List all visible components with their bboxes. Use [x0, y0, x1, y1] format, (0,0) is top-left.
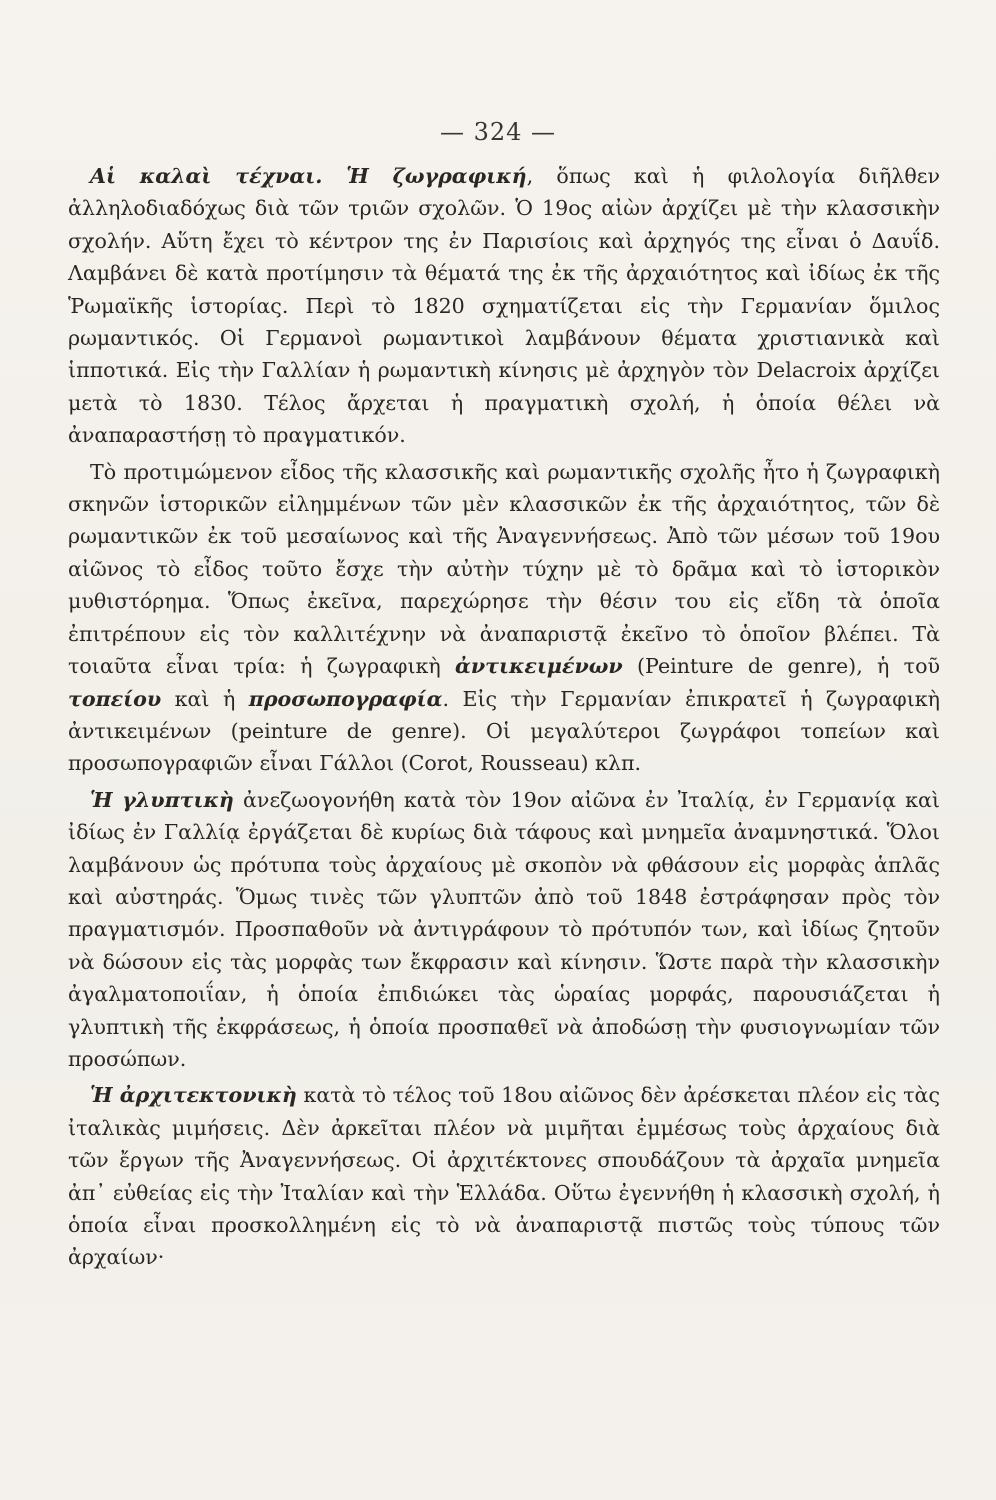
term-sculpture: Ἡ γλυπτικὴ	[90, 787, 234, 812]
paragraph-painting	[68, 160, 940, 452]
text-run: Τὸ προτιμώμενον εἶδος τῆς κλασσικῆς καὶ ρωμαντικῆς σχολῆς ἦτο ἡ ζωγραφικὴ σκηνῶν ἱστορικῶν εἰλημμένων τῶν μὲν κλασσικῶν ἐκ τῆς ἀρχαιότητος, τῶν δὲ ρωμαντικῶν ἐκ τοῦ μεσαίωνος καὶ τῆς Ἀναγεννήσεως. Ἀπὸ τῶν μέσων τοῦ 19ου αἰῶνος τὸ εἶδος τοῦτο ἔσχε τὴν αὐτὴν τύχην μὲ τὸ δρᾶμα καὶ τὸ ἱστορικὸν μυθιστόρημα. Ὅπως ἐκεῖνα, παρεχώρησε τὴν θέσιν του εἰς εἴδη τὰ ὁποῖα ἐπιτρέπουν εἰς τὸν καλλιτέχνην νὰ ἀναπαριστᾷ ἐκεῖνο τὸ ὁποῖον βλέπει. Τὰ τοιαῦτα εἶναι τρία: ἡ ζωγραφικὴ	[68, 459, 940, 679]
paragraph-architecture	[68, 1079, 940, 1273]
text-run: . Εἰς τὴν Γερμανίαν ἐπικρατεῖ ἡ ζωγραφικὴ ἀντικειμένων (peinture de genre). Οἱ μεγαλύτεροι ζωγράφοι τοπείων καὶ προσωπογραφιῶν εἶναι Γάλλοι (Corot, Rousseau) κλπ.	[68, 686, 940, 776]
text-run: ἀνεζωογονήθη κατὰ τὸν 19ον αἰῶνα ἐν Ἰταλίᾳ, ἐν Γερμανίᾳ καὶ ἰδίως ἐν Γαλλίᾳ ἐργάζεται δὲ κυρίως διὰ τάφους καὶ μνημεῖα ἀναμνηστικά. Ὅλοι λαμβάνουν ὡς πρότυπα τοὺς ἀρχαίους μὲ σκοπὸν νὰ φθάσουν εἰς μορφὰς ἁπλᾶς καὶ αὐστηράς. Ὅμως τινὲς τῶν γλυπτῶν ἀπὸ τοῦ 1848 ἐστράφησαν πρὸς τὸν πραγματισμόν. Προσπαθοῦν νὰ ἀντιγράφουν τὸ πρότυπόν των, καὶ ἰδίως ζητοῦν νὰ δώσουν εἰς τὰς μορφὰς των ἔκφρασιν καὶ κίνησιν. Ὥστε παρὰ τὴν κλασσικὴν ἀγαλματοποιΐαν, ἡ ὁποία ἐπιδιώκει τὰς ὡραίας μορφάς, παρουσιάζεται ἡ γλυπτικὴ τῆς ἐκφράσεως, ἡ ὁποία προσπαθεῖ νὰ ἀποδώσῃ τὴν φυσιογνωμίαν τῶν προσώπων.	[68, 787, 940, 1071]
text-run: καὶ ἡ	[161, 686, 249, 711]
term-painting: Ἡ ζωγραφική	[346, 164, 527, 188]
text-run: , ὅπως καὶ ἡ φιλολογία διῆλθεν ἀλληλοδιαδόχως διὰ τῶν τριῶν σχολῶν. Ὁ 19ος αἰὼν ἀρχίζει μὲ τὴν κλασσικὴν σχολήν. Αὕτη ἔχει τὸ κέντρον της ἐν Παρισίοις καὶ ἀρχηγός της εἶναι ὁ Δαυΐδ. Λαμβάνει δὲ κατὰ προτίμησιν τὰ θέματά της ἐκ τῆς ἀρχαιότητος καὶ ἰδίως ἐκ τῆς Ῥωμαϊκῆς ἱστορίας. Περὶ τὸ 1820 σχηματίζεται εἰς τὴν Γερμανίαν ὅμιλος ρωμαντικός. Οἱ Γερμανοὶ ρωμαντικοὶ λαμβάνουν θέματα χριστιανικὰ καὶ ἱπποτικά. Εἰς τὴν Γαλλίαν ἡ ρωμαντικὴ κίνησις μὲ ἀρχηγὸν τὸν Delacroix ἀρχίζει μετὰ τὸ 1830. Τέλος ἄρχεται ἡ πραγματικὴ σχολή, ἡ ὁποία θέλει νὰ ἀναπαραστήσῃ τὸ πραγματικόν.	[68, 164, 940, 448]
page-number: — 324 —	[439, 118, 557, 146]
term-portraiture: προσωπογραφία	[248, 686, 443, 711]
term-objects: ἀντικειμένων	[455, 654, 623, 679]
body-text	[68, 160, 940, 1274]
term-landscape: τοπείου	[68, 686, 162, 711]
text-run: (Peinture de genre), ἡ τοῦ	[622, 654, 940, 679]
text-run: κατὰ τὸ τέλος τοῦ 18ου αἰῶνος δὲν ἀρέσκεται πλέον εἰς τὰς ἰταλικὰς μιμήσεις. Δὲν ἀρκεῖται πλέον νὰ μιμῆται ἐμμέσως τοὺς ἀρχαίους διὰ τῶν ἔργων τῆς Ἀναγεννήσεως. Οἱ ἀρχιτέκτονες σπουδάζουν τὰ ἀρχαῖα μνημεῖα ἀπ᾿ εὐθείας εἰς τὴν Ἰταλίαν καὶ τὴν Ἑλλάδα. Οὕτω ἐγεννήθη ἡ κλασσικὴ σχολή, ἡ ὁποία εἶναι προσκολλημένη εἰς τὸ νὰ ἀναπαριστᾷ πιστῶς τοὺς τύπους τῶν ἀρχαίων·	[68, 1083, 940, 1270]
paragraph-sculpture	[68, 784, 940, 1076]
heading-fine-arts: Αἱ καλαὶ τέχναι.	[90, 164, 347, 188]
paragraph-genres	[68, 456, 940, 780]
term-architecture: Ἡ ἀρχιτεκτονικὴ	[90, 1083, 297, 1108]
